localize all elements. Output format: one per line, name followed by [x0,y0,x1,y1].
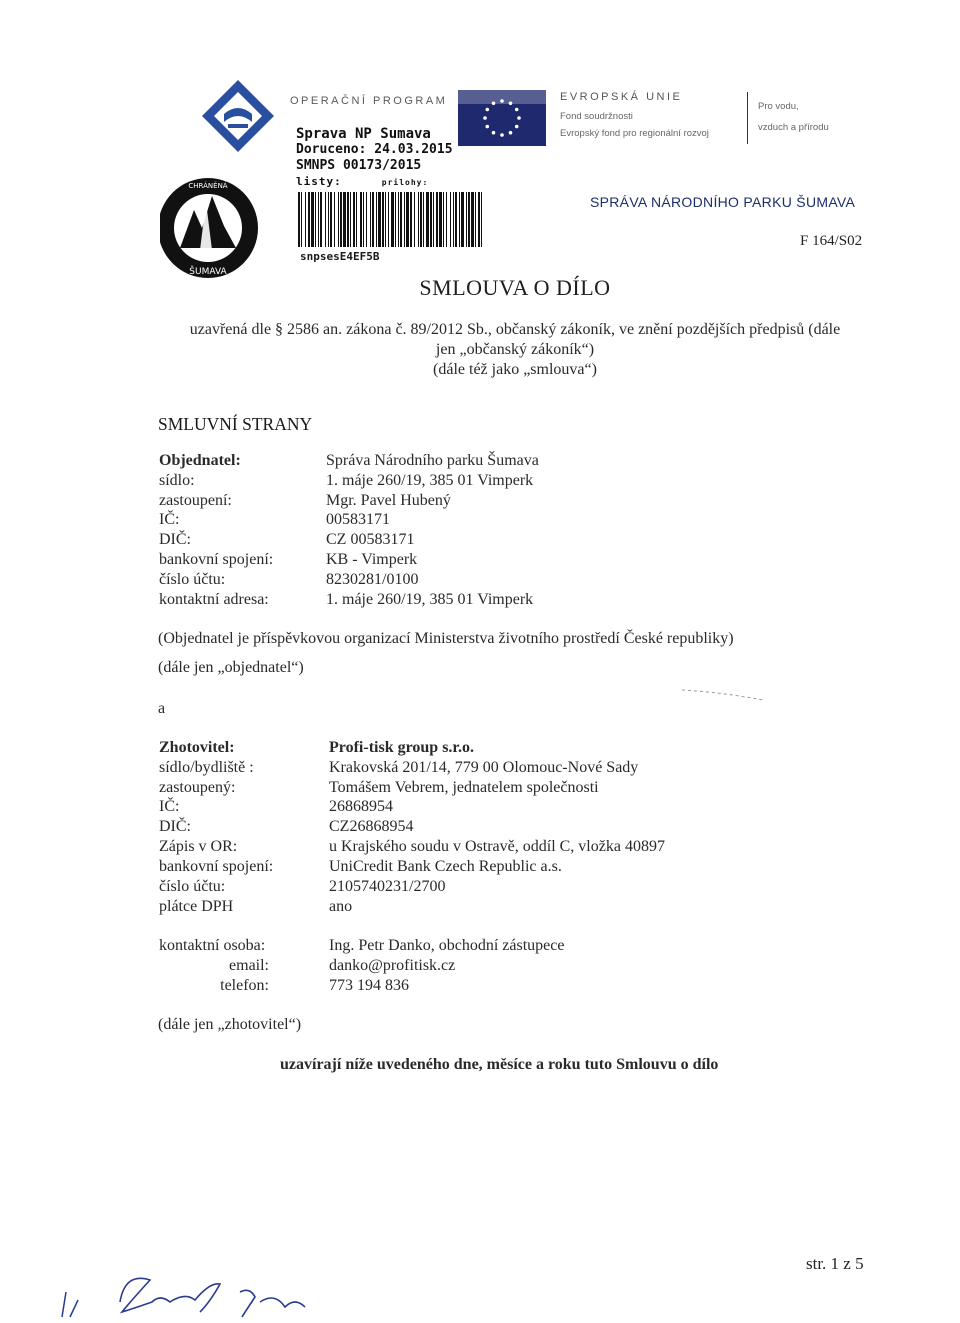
eu-title: EVROPSKÁ UNIE [560,91,683,103]
contractor-ic-value: 26868954 [329,798,393,815]
contact-email-label: email: [229,957,269,974]
section-heading-parties: SMLUVNÍ STRANY [158,414,313,434]
motto-line-1: Pro vodu, [758,101,799,112]
client-value: Správa Národního parku Šumava [326,452,539,469]
contractor-registry-value: u Krajského soudu v Ostravě, oddíl C, vložka 40897 [329,838,665,855]
contractor-vat-label: plátce DPH [159,898,234,915]
contractor-seat-value: Krakovská 201/14, 779 00 Olomouc-Nové Sady [329,759,639,776]
national-park-sumava-logo [160,78,280,288]
contractor-rep-value: Tomášem Vebrem, jednatelem společnosti [329,779,599,796]
contractor-dic-label: DIČ: [159,818,191,835]
client-contact-address-label: kontaktní adresa: [159,591,269,608]
client-bank-label: bankovní spojení: [159,551,274,568]
document-title: SMLOUVA O DÍLO [419,275,611,300]
contact-person-label: kontaktní osoba: [159,937,266,954]
client-ic-value: 00583171 [326,511,390,528]
client-seat-value: 1. máje 260/19, 385 01 Vimperk [326,472,534,489]
intro-line-2: jen „občanský zákoník“) [435,341,595,358]
stamp-attachments-label: prilohy: [381,178,429,187]
contact-phone-label: telefon: [220,977,269,994]
eu-cohesion-fund: Fond soudržnosti [560,111,633,122]
contractor-account-value: 2105740231/2700 [329,878,446,895]
page-number: str. 1 z 5 [806,1254,864,1273]
client-rep-value: Mgr. Pavel Hubený [326,492,451,509]
contact-phone-value: 773 194 836 [329,977,409,994]
barcode-icon [298,192,483,247]
contractor-label: Zhotovitel: [159,739,235,756]
registry-stamp [296,126,453,191]
client-label: Objednatel: [159,452,241,469]
contact-email-value: danko@profitisk.cz [329,957,456,974]
handwritten-signature [60,1262,320,1322]
client-dic-value: CZ 00583171 [326,531,415,548]
stamp-line-office: Sprava NP Sumava [296,126,431,142]
client-dic-label: DIČ: [159,531,191,548]
form-code: F 164/S02 [800,233,863,249]
contact-person-value: Ing. Petr Danko, obchodní zástupece [329,937,565,954]
client-seat-label: sídlo: [159,472,195,489]
contractor-bank-label: bankovní spojení: [159,858,274,875]
client-rep-label: zastoupení: [159,492,232,509]
svg-text:ŠUMAVA: ŠUMAVA [189,267,227,277]
stamp-line-received: Doruceno: 24.03.2015 [296,142,453,157]
eu-regional-fund: Evropský fond pro regionální rozvoj [560,128,709,139]
conjunction-a: a [158,700,166,717]
contractor-ic-label: IČ: [159,798,180,815]
header-divider [747,92,748,144]
barcode-text: snpsesE4EF5B [300,250,380,263]
client-bank-value: KB - Vimperk [326,551,418,568]
intro-line-1: uzavřená dle § 2586 an. zákona č. 89/2012 Sb., občanský zákoník, ve znění pozdějších předpisů (dále [189,321,841,338]
contractor-alias: (dále jen „zhotovitel“) [158,1016,302,1033]
client-ic-label: IČ: [159,511,180,528]
contractor-value: Profi-tisk group s.r.o. [329,739,475,756]
contractor-vat-value: ano [329,898,353,915]
contractor-registry-label: Zápis v OR: [159,838,238,855]
closing-statement: uzavírají níže uvedeného dne, měsíce a roku tuto Smlouvu o dílo [280,1056,719,1073]
program-title: OPERAČNÍ PROGRAM [290,95,448,107]
client-contact-address-value: 1. máje 260/19, 385 01 Vimperk [326,591,534,608]
intro-text [160,320,870,380]
contractor-account-label: číslo účtu: [159,878,226,895]
eu-flag-icon [458,90,546,146]
client-account-value: 8230281/0100 [326,571,419,588]
client-account-label: číslo účtu: [159,571,226,588]
motto-line-2: vzduch a přírodu [758,122,829,133]
institution-name: SPRÁVA NÁRODNÍHO PARKU ŠUMAVA [590,194,856,210]
pen-mark-decoration [680,688,765,702]
stamp-line-reference: SMNPS 00173/2015 [296,158,422,173]
intro-line-3: (dále též jako „smlouva“) [433,361,597,378]
svg-text:CHRÁNĚNÁ: CHRÁNĚNÁ [188,182,228,190]
client-alias: (dále jen „objednatel“) [158,659,304,676]
stamp-sheets-label: listy: [296,175,342,188]
client-note: (Objednatel je příspěvkovou organizací Ministerstva životního prostředí České republiky) [158,630,734,647]
contractor-bank-value: UniCredit Bank Czech Republic a.s. [329,858,562,875]
contractor-seat-label: sídlo/bydliště : [159,759,254,776]
contractor-rep-label: zastoupený: [159,779,236,796]
contractor-dic-value: CZ26868954 [329,818,414,835]
